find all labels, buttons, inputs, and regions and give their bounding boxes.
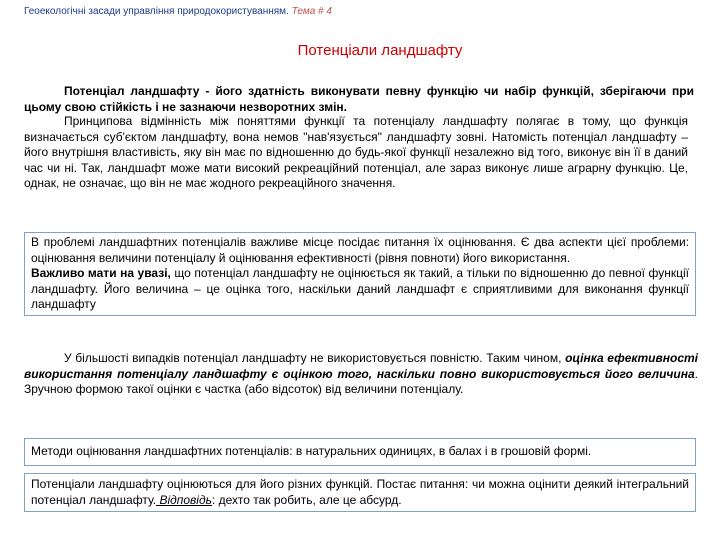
assessment-text: В проблемі ландшафтних потенціалів важливе місце посідає питання їх оцінювання. Є два аспекти цієї проблеми: оцінювання величини потенціалу й оцінювання ефективності (рівня повноти) його використання.	[31, 235, 689, 265]
integral-text	[31, 477, 689, 508]
assessment-box	[24, 232, 696, 316]
efficiency-paragraph	[24, 351, 698, 398]
important-label: Важливо мати на увазі,	[31, 266, 171, 281]
methods-box	[24, 438, 696, 466]
topic-label: Тема # 4	[291, 6, 332, 17]
efficiency-outro: . Зручною формою такої оцінки є частка (або відсоток) від величини потенціалу.	[24, 366, 698, 397]
definition-paragraph: Потенціал ландшафту - його здатність виконувати певну функцію чи набір функцій, зберігаючи при цьому свою стійкість і не зазнаючи незворотних змін.	[24, 84, 694, 114]
integral-box	[24, 473, 696, 512]
efficiency-intro: У більшості випадків потенціал ландшафту не використовується повністю. Таким чином,	[64, 351, 566, 365]
integral-question: Потенціали ландшафту оцінюються для його різних функцій. Постає питання: чи можна оцінити деякий інтегральний потенціал ландшафту.	[31, 477, 689, 507]
page-title: Потенціали ландшафту	[297, 42, 463, 59]
answer-label: Відповідь	[156, 492, 212, 507]
slide-header	[24, 6, 332, 17]
answer-text: : дехто так робить, але це абсурд.	[211, 492, 402, 507]
principle-paragraph: Принципова відмінність між поняттями функції та потенціалу ландшафту полягає в тому, що функція визначається суб'єктом ландшафту, вона немов "нав'язується" ландшафту зовні. Натомість потенціал ландшафту – його внутрішня властивість, яку він має по відношенню до будь-якої функції незалежно від того, виконує він її в даний час чи ні. Так, ландшафт може мати високий рекреаційний потенціал, але зараз виконує лише аграрну функцію. Це, однак, не означає, що він не має жодного рекреаційного значення.	[24, 114, 688, 191]
course-title: Геоекологічні засади управління природокористуванням.	[24, 6, 289, 17]
efficiency-definition: оцінка ефективності використання потенціалу ландшафту є оцінкою того, наскільки повно використовується його величина	[24, 351, 698, 381]
important-text: що потенціал ландшафту не оцінюється як такий, а тільки по відношенню до певної функції ландшафту. Його величина – це оцінка того, наскільки даний ландшафт є сприятливими для виконання функції ландшафту	[31, 266, 690, 312]
methods-text: Методи оцінювання ландшафтних потенціалів: в натуральних одиницях, в балах і в грошовій формі.	[31, 444, 592, 458]
important-note	[31, 266, 689, 313]
